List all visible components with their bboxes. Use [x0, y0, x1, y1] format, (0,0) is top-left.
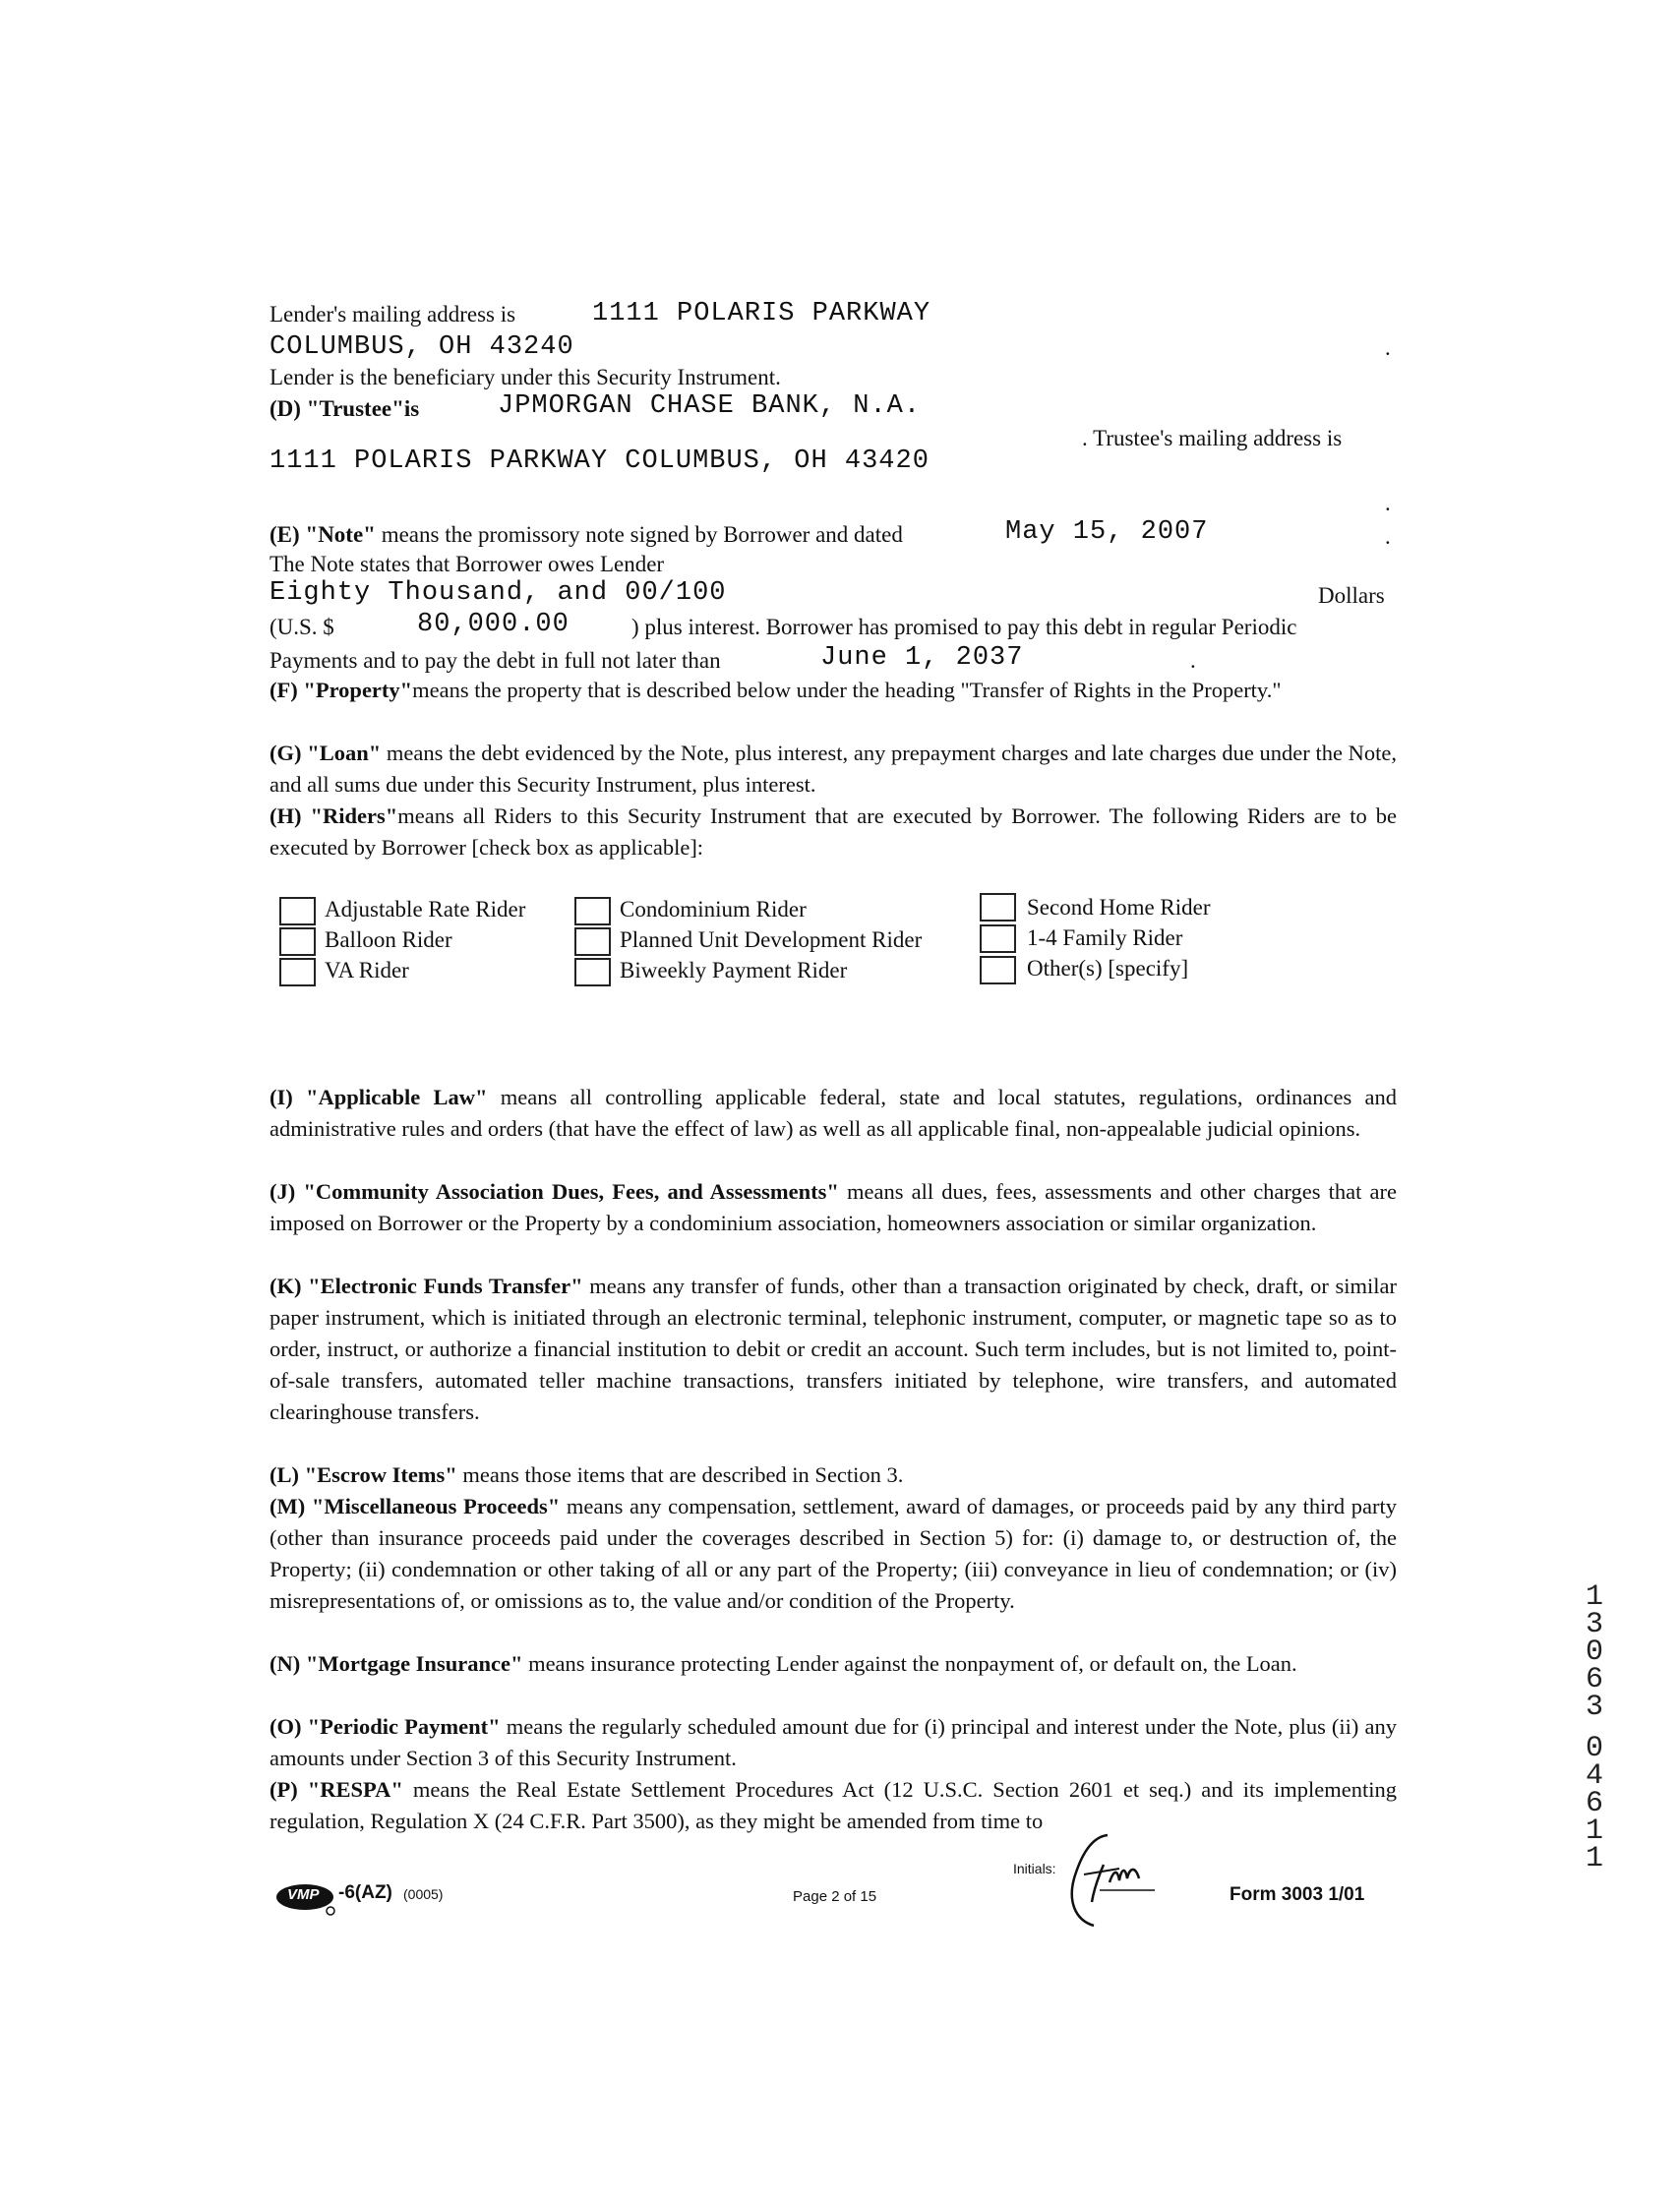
form-code: -6(AZ)	[338, 1882, 392, 1903]
maturity-date: June 1, 2037	[820, 643, 1024, 673]
rider-checkbox-va[interactable]	[279, 958, 316, 986]
definition-loan: (G) "Loan" means the debt evidenced by the Note, plus interest, any prepayment charges and late charges due under the Note, and all sums due under this Security Instrument, plus interest.	[270, 741, 1397, 797]
rider-label-balloon: Balloon Rider	[325, 927, 452, 952]
definition-community-dues: (J) "Community Association Dues, Fees, and Assessments" means all dues, fees, assessments and other charges that are imposed on Borrower or the Property by a condominium association, homeowners association or similar organization.	[270, 1179, 1397, 1235]
definition-respa: (P) "RESPA" means the Real Estate Settlement Procedures Act (12 U.S.C. Section 2601 et seq.) and its implementing regulation, Regulation X (24 C.F.R. Part 3500), as they might be amended from time to	[270, 1777, 1397, 1833]
note-prefix: (E)	[270, 522, 306, 547]
rider-label-biweekly: Biweekly Payment Rider	[620, 958, 848, 982]
period-mark: .	[1385, 524, 1391, 549]
rider-label-other: Other(s) [specify]	[1027, 956, 1189, 981]
interest-text: ) plus interest. Borrower has promised to pay this debt in regular Periodic	[631, 615, 1297, 639]
period-mark: .	[1190, 648, 1196, 673]
definition-riders: (H) "Riders"means all Riders to this Security Instrument that are executed by Borrower. The following Riders are to be executed by Borrower [check box as applicable]:	[270, 803, 1397, 860]
rider-checkbox-family[interactable]	[980, 924, 1016, 953]
vmp-logo	[275, 1882, 336, 1912]
definition-applicable-law: (I) "Applicable Law" means all controlling applicable federal, state and local statutes, regulations, ordinances and administrative rules and orders (that have the effect of law) as well as all applicable final, non-appealable judicial opinions.	[270, 1085, 1397, 1141]
trustee-name: JPMORGAN CHASE BANK, N.A.	[498, 391, 922, 421]
note-amount: 80,000.00	[417, 610, 570, 639]
rider-label-pud: Planned Unit Development Rider	[620, 927, 923, 952]
rider-checkbox-adjustable-rate[interactable]	[279, 897, 316, 925]
vmp-logo-text: VMP	[287, 1886, 320, 1903]
initials-signature	[1060, 1829, 1178, 1937]
margin-document-number: 1 3 0 6 3 0 4 6 1 1	[1585, 1580, 1603, 1875]
definition-escrow-items: (L) "Escrow Items" means those items that are described in Section 3.	[270, 1462, 904, 1487]
initials-label: Initials:	[1013, 1861, 1056, 1876]
period-mark: .	[1385, 491, 1391, 515]
lender-address-line2: COLUMBUS, OH 43240	[270, 332, 574, 362]
rider-checkbox-second-home[interactable]	[980, 893, 1016, 922]
trustee-address: 1111 POLARIS PARKWAY COLUMBUS, OH 43420	[270, 446, 930, 476]
note-amount-words: Eighty Thousand, and 00/100	[270, 578, 727, 608]
definition-property: (F) "Property"means the property that is described below under the heading "Transfer of Rights in the Property."	[270, 678, 1282, 702]
rider-label-family: 1-4 Family Rider	[1027, 925, 1183, 950]
trustee-address-label: . Trustee's mailing address is	[1082, 426, 1343, 450]
rider-checkbox-other[interactable]	[980, 956, 1016, 984]
definition-misc-proceeds: (M) "Miscellaneous Proceeds" means any compensation, settlement, award of damages, or proceeds paid by any third party (other than insurance proceeds paid under the coverages described in Section 5) for: (i) damage to, or destruction of, the Property; (ii) condemnation or other taking of all or any part of the Property; (iii) conveyance in lieu of condemnation; or (iv) misrepresentations of, or omissions as to, the value and/or condition of the Property.	[270, 1494, 1397, 1613]
note-text: means the promissory note signed by Borrower and dated	[381, 522, 903, 547]
note-term: "Note"	[305, 522, 376, 547]
note-definition	[270, 519, 903, 551]
rider-checkbox-condominium[interactable]	[574, 897, 611, 925]
payments-text: Payments and to pay the debt in full not later than	[270, 648, 721, 673]
form-version: (0005)	[403, 1886, 444, 1902]
rider-label-second-home: Second Home Rider	[1027, 895, 1211, 920]
period-mark: .	[1385, 335, 1391, 360]
note-date: May 15, 2007	[1005, 517, 1209, 547]
dollars-label: Dollars	[1318, 583, 1385, 608]
rider-label-condominium: Condominium Rider	[620, 897, 807, 922]
rider-checkbox-pud[interactable]	[574, 927, 611, 956]
rider-checkbox-biweekly[interactable]	[574, 958, 611, 986]
form-number: Form 3003 1/01	[1230, 1884, 1365, 1905]
us-label: (U.S. $	[270, 615, 334, 639]
lender-address-line1: 1111 POLARIS PARKWAY	[592, 299, 931, 328]
definition-periodic-payment: (O) "Periodic Payment" means the regularly scheduled amount due for (i) principal and interest under the Note, plus (ii) any amounts under Section 3 of this Security Instrument.	[270, 1714, 1397, 1770]
note-owes-text: The Note states that Borrower owes Lender	[270, 552, 665, 576]
rider-label-adjustable-rate: Adjustable Rate Rider	[325, 897, 526, 922]
definition-eft: (K) "Electronic Funds Transfer" means any transfer of funds, other than a transaction originated by check, draft, or similar paper instrument, which is initiated through an electronic terminal, telephonic instrument, computer, or magnetic tape so as to order, instruct, or authorize a financial institution to debit or credit an account. Such term includes, but is not limited to, point-of-sale transfers, automated teller machine transactions, transfers initiated by telephone, wire transfers, and automated clearinghouse transfers.	[270, 1274, 1397, 1424]
page-label: Page 2 of 15	[793, 1888, 877, 1905]
rider-checkbox-balloon[interactable]	[279, 927, 316, 956]
beneficiary-text: Lender is the beneficiary under this Security Instrument.	[270, 365, 781, 389]
rider-label-va: VA Rider	[325, 958, 409, 982]
lender-address-label: Lender's mailing address is	[270, 302, 516, 327]
trustee-label: (D) "Trustee"is	[270, 396, 420, 421]
definition-mortgage-insurance: (N) "Mortgage Insurance" means insurance protecting Lender against the nonpayment of, or default on, the Loan.	[270, 1651, 1297, 1676]
